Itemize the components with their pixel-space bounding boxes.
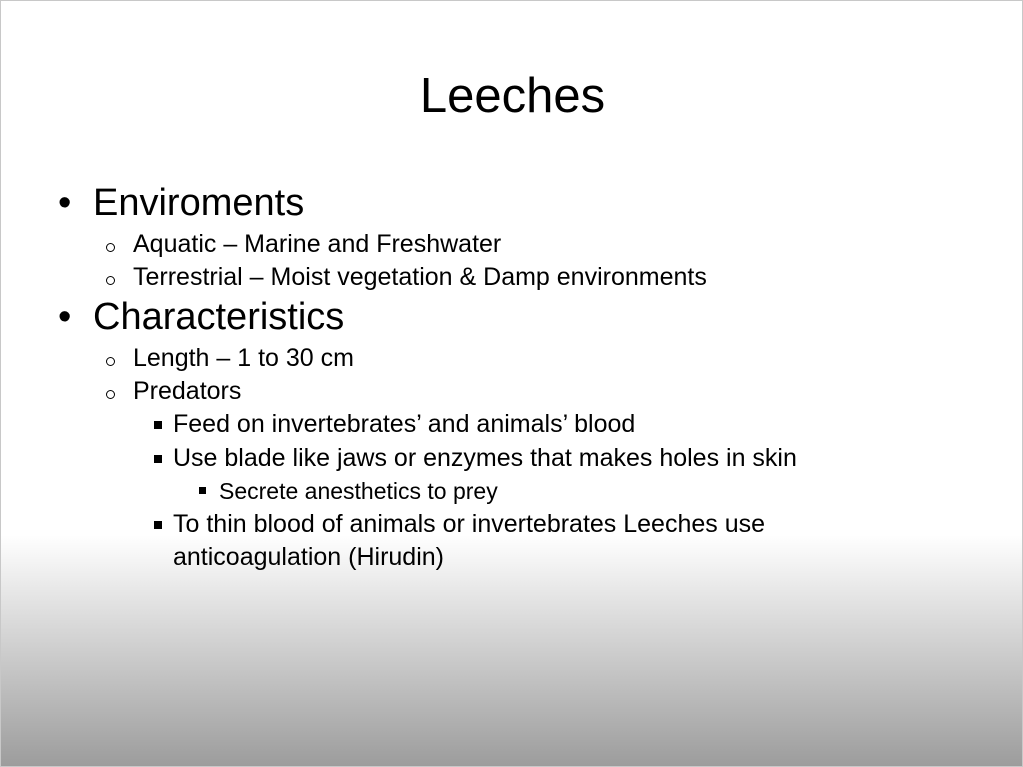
bullet-dot-icon: •: [58, 182, 72, 224]
list-item-text: Secrete anesthetics to prey: [219, 478, 498, 504]
list-item: [1, 342, 1023, 374]
list-item-text: anticoagulation (Hirudin): [173, 543, 444, 571]
bullet-dot-icon: •: [58, 296, 72, 338]
list-item: [1, 476, 1023, 506]
list-item-text: To thin blood of animals or invertebrates Leeches use: [173, 510, 766, 538]
list-item-text: Terrestrial – Moist vegetation & Damp environments: [133, 263, 707, 291]
list-item-text: Aquatic – Marine and Freshwater: [133, 230, 502, 258]
list-item: [1, 508, 1023, 540]
list-item-text: Length – 1 to 30 cm: [133, 344, 354, 372]
square-bullet-icon: [154, 421, 162, 429]
square-bullet-icon: [154, 521, 162, 529]
section-heading: Characteristics: [93, 296, 345, 338]
list-item: [1, 228, 1023, 260]
circle-bullet-icon: [106, 357, 115, 366]
circle-bullet-icon: [106, 276, 115, 285]
bullet-characteristics: [1, 295, 1023, 339]
list-item-continuation: [1, 541, 1023, 573]
slide-title: Leeches: [419, 69, 606, 123]
list-item: [1, 375, 1023, 407]
bullet-enviroments: [1, 181, 1023, 225]
circle-bullet-icon: [106, 243, 115, 252]
square-bullet-icon: [154, 455, 162, 463]
list-item: [1, 261, 1023, 293]
list-item-text: Predators: [133, 377, 242, 405]
section-heading: Enviroments: [93, 182, 305, 224]
list-item: [1, 408, 1023, 440]
list-item-text: Feed on invertebrates’ and animals’ blood: [173, 410, 636, 438]
circle-bullet-icon: [106, 390, 115, 399]
square-bullet-icon: [199, 487, 206, 494]
list-item: [1, 442, 1023, 474]
list-item-text: Use blade like jaws or enzymes that makes holes in skin: [173, 444, 797, 472]
